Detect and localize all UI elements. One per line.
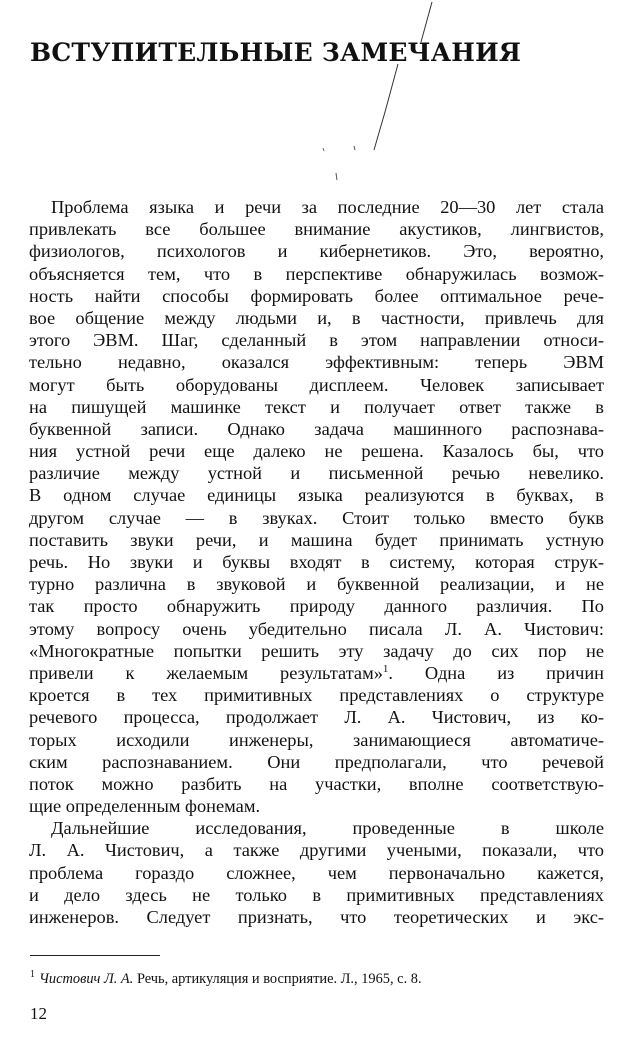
quote-end: привели к желаемым результатам» [29,662,383,683]
text-line: вое общение между людьми и, в частности, привлечь для [29,307,604,328]
pencil-mark-decoration [0,0,620,200]
footnote-author: Чистович Л. А. [39,970,134,987]
text-line: ность найти способы формировать более оптимальное рече- [29,285,604,306]
text-line: могут быть оборудованы дисплеем. Человек записывает [29,374,604,395]
text-line: Дальнейшие исследования, проведенные в школе [51,818,604,839]
text-line: тельно недавно, оказался эффективным: теперь ЭВМ [29,352,604,373]
text-line: Проблема языка и речи за последние 20—30 лет стала [51,197,604,217]
main-text [29,196,604,928]
text-line: физиологов, психологов и кибернетиков. Это, вероятно, [29,241,604,262]
text-line: речевого процесса, продолжает Л. А. Чистович, из ко- [29,707,604,728]
text-line: ния устной речи еще далеко не решена. Казалось бы, что [29,441,604,462]
paragraph-1 [29,196,604,817]
text-line: поток можно разбить на участки, вполне соответствую- [29,773,604,794]
paragraph-2 [29,817,604,928]
quote-continuation: . Одна из причин [388,662,604,683]
text-line: торых исходили инженеры, занимающиеся автоматиче- [29,729,604,750]
text-line: проблема гораздо сложнее, чем первоначально кажется, [29,862,604,883]
footnote [30,966,605,988]
text-line: речь. Но звуки и буквы входят в систему, которая струк- [29,552,604,572]
text-line-with-reference [29,662,604,684]
text-line: и дело здесь не только в примитивных представлениях [29,884,604,905]
text-line: так просто обнаружить природу данного различия. По [29,596,604,617]
text-line: ским распознаванием. Они предполагали, что речевой [29,751,604,772]
text-line: Л. А. Чистович, а также другими учеными, показали, что [29,840,604,861]
footnote-mark: 1 [30,969,35,980]
text-line: турно различна в звуковой и буквенной реализации, и не [29,574,604,595]
text-line: этого ЭВМ. Шаг, сделанный в этом направлении относи- [29,330,604,351]
text-line: на пишущей машинке текст и получает ответ также в [29,396,604,417]
text-line: объясняется тем, что в перспективе обнаружилась возмож- [29,263,604,284]
footnote-divider [30,955,160,956]
text-line: буквенной записи. Однако задача машинного распознава- [29,418,604,439]
page-number: 12 [30,1004,47,1023]
text-line: кроется в тех примитивных представлениях о структуре [29,685,604,706]
text-line: «Многократные попытки решить эту задачу до сих пор не [29,640,604,661]
text-line: этому вопросу очень убедительно писала Л. А. Чистович: [29,618,604,639]
text-line: другом случае — в звуках. Стоит только вместо букв [29,507,604,528]
text-line: инженеров. Следует признать, что теоретических и экс- [29,907,604,927]
footnote-reference[interactable]: 1 [382,662,389,675]
text-line: поставить звуки речи, и машина будет принимать устную [29,529,604,550]
footnote-text: Речь, артикуляция и восприятие. Л., 1965, с. 8. [136,970,422,987]
text-line: В одном случае единицы языка реализуются в буквах, в [29,485,604,506]
text-line: привлекать все большее внимание акустиков, лингвистов, [29,219,604,240]
text-line: различие между устной и письменной речью невелико. [29,463,604,484]
chapter-title: ВСТУПИТЕЛЬНЫЕ ЗАМЕЧАНИЯ [30,38,522,67]
text-line: щие определенным фонемам. [29,796,261,817]
